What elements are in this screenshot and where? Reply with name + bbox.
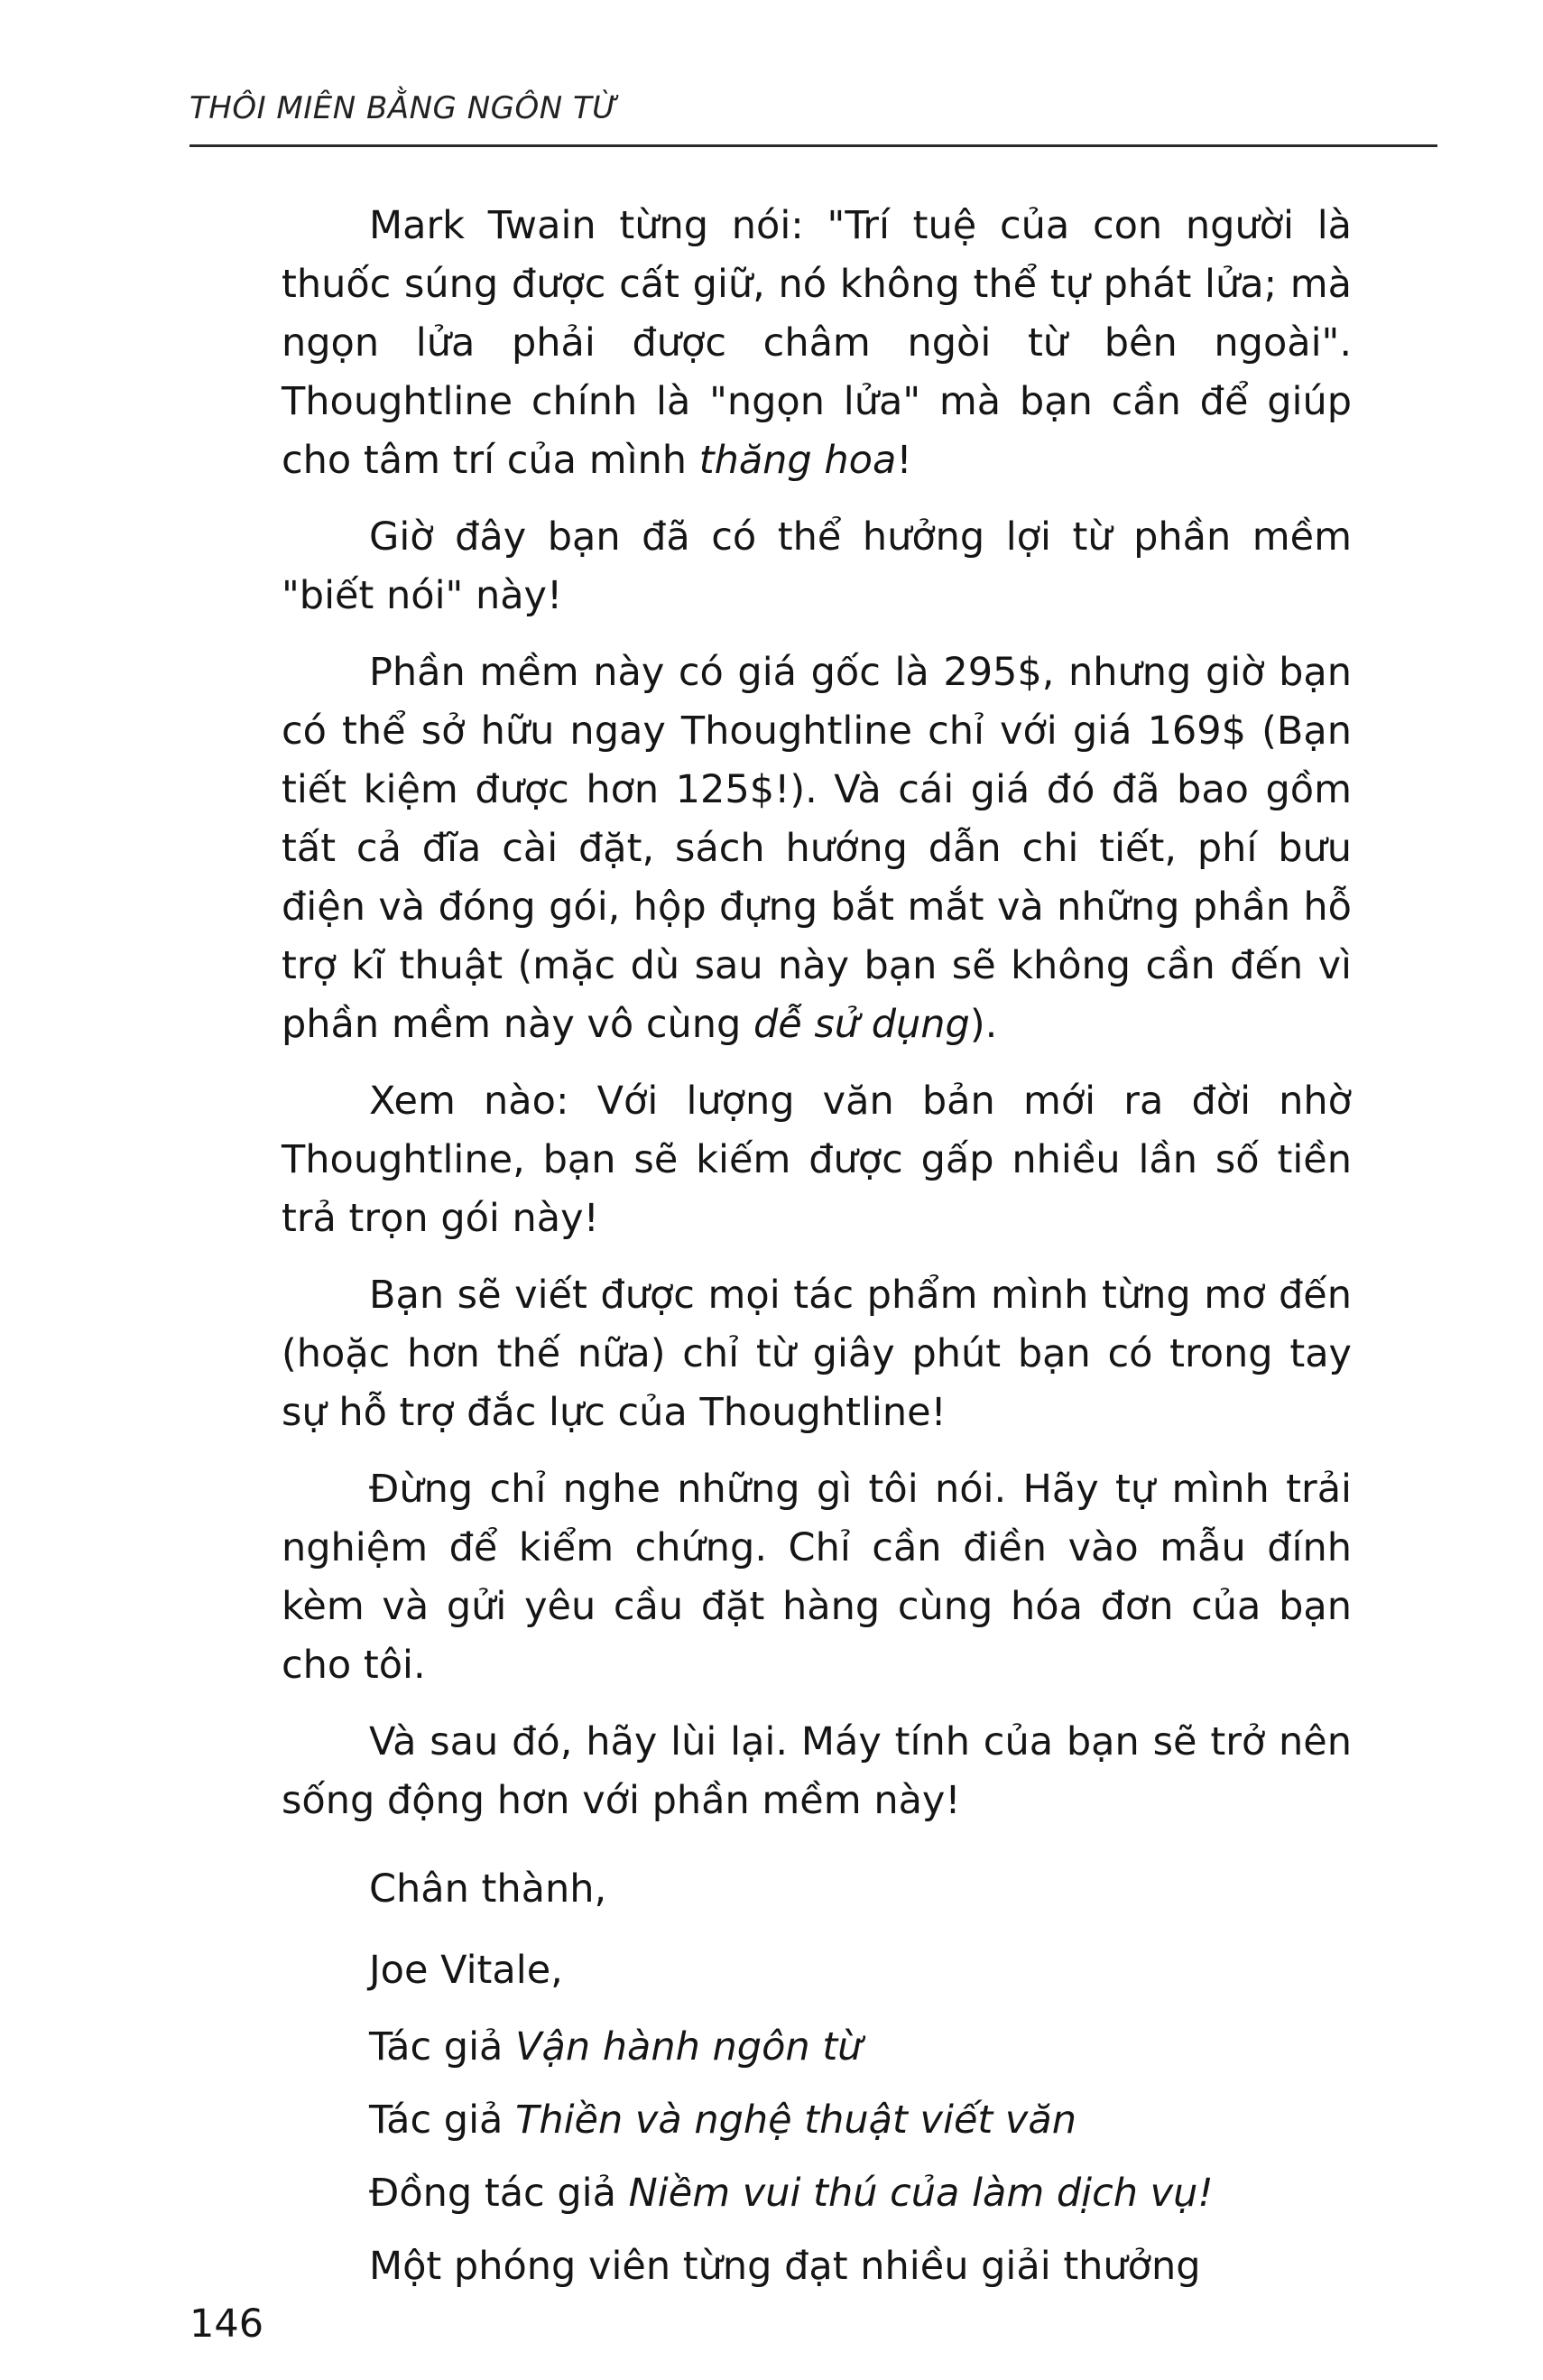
paragraph-text: Xem nào: Với lượng văn bản mới ra đời nhờ Thoughtline, bạn sẽ kiếm được gấp nhiều lần số tiền trả trọn gói này! (282, 1079, 1352, 1241)
credit-prefix: Tác giả (369, 2024, 516, 2070)
credit-book-title: Niềm vui thú của làm dịch vụ! (628, 2171, 1214, 2216)
paragraph-text-end: ). (969, 1002, 998, 1047)
credit-line (369, 2084, 1352, 2157)
paragraph-text-end: ! (896, 438, 912, 483)
paragraph-mark-twain-quote (282, 197, 1352, 490)
credit-line (369, 2230, 1352, 2303)
header-divider (189, 144, 1437, 147)
page-number: 146 (189, 2301, 264, 2347)
paragraph-benefit (282, 508, 1352, 625)
credit-book-title: Vận hành ngôn từ (515, 2024, 863, 2070)
paragraph-emphasis: thăng hoa (698, 438, 897, 483)
author-credits (282, 2011, 1352, 2303)
running-header-title: THÔI MIÊN BẰNG NGÔN TỪ (189, 90, 619, 126)
paragraph-text: Giờ đây bạn đã có thể hưởng lợi từ phần mềm "biết nói" này! (282, 514, 1352, 618)
credit-line (369, 2157, 1352, 2230)
paragraph-pricing (282, 644, 1352, 1054)
credit-prefix: Tác giả (369, 2098, 516, 2143)
letter-closing (282, 1848, 1352, 2011)
paragraph-conclusion (282, 1713, 1352, 1830)
paragraph-text: Đừng chỉ nghe những gì tôi nói. Hãy tự mình trải nghiệm để kiểm chứng. Chỉ cần điền vào mẫu đính kèm và gửi yêu cầu đặt hàng cùng hóa đơn của bạn cho tôi. (282, 1467, 1352, 1688)
paragraph-text: Mark Twain từng nói: "Trí tuệ của con người là thuốc súng được cất giữ, nó không thể tự phát lửa; mà ngọn lửa phải được châm ngòi từ bên ngoài". Thoughtline chính là "ngọn lửa" mà bạn cần để giúp cho tâm trí của mình (282, 203, 1352, 483)
paragraph-text: Phần mềm này có giá gốc là 295$, nhưng giờ bạn có thể sở hữu ngay Thoughtline chỉ với giá 169$ (Bạn tiết kiệm được hơn 125$!). Và cái giá đó đã bao gồm tất cả đĩa cài đặt, sách hướng dẫn chi tiết, phí bưu điện và đóng gói, hộp đựng bắt mắt và những phần hỗ trợ kĩ thuật (mặc dù sau này bạn sẽ không cần đến vì phần mềm này vô cùng (282, 650, 1352, 1047)
credit-line (369, 2011, 1352, 2084)
credit-prefix: Đồng tác giả (369, 2171, 629, 2216)
paragraph-call-to-action (282, 1460, 1352, 1695)
credit-prefix: Một phóng viên từng đạt nhiều giải thưởng (369, 2244, 1201, 2289)
credit-book-title: Thiền và nghệ thuật viết văn (515, 2098, 1076, 2143)
paragraph-emphasis: dễ sử dụng (753, 1002, 970, 1047)
paragraph-text: Bạn sẽ viết được mọi tác phẩm mình từng mơ đến (hoặc hơn thế nữa) chỉ từ giây phút bạn có trong tay sự hỗ trợ đắc lực của Thoughtline! (282, 1273, 1352, 1435)
closing-salutation: Chân thành, (369, 1866, 607, 1912)
paragraph-earnings (282, 1072, 1352, 1248)
paragraph-text: Và sau đó, hãy lùi lại. Máy tính của bạn sẽ trở nên sống động hơn với phần mềm này! (282, 1719, 1352, 1823)
signature-name: Joe Vitale, (369, 1948, 563, 1993)
page-body (282, 197, 1352, 2303)
paragraph-writing (282, 1266, 1352, 1442)
